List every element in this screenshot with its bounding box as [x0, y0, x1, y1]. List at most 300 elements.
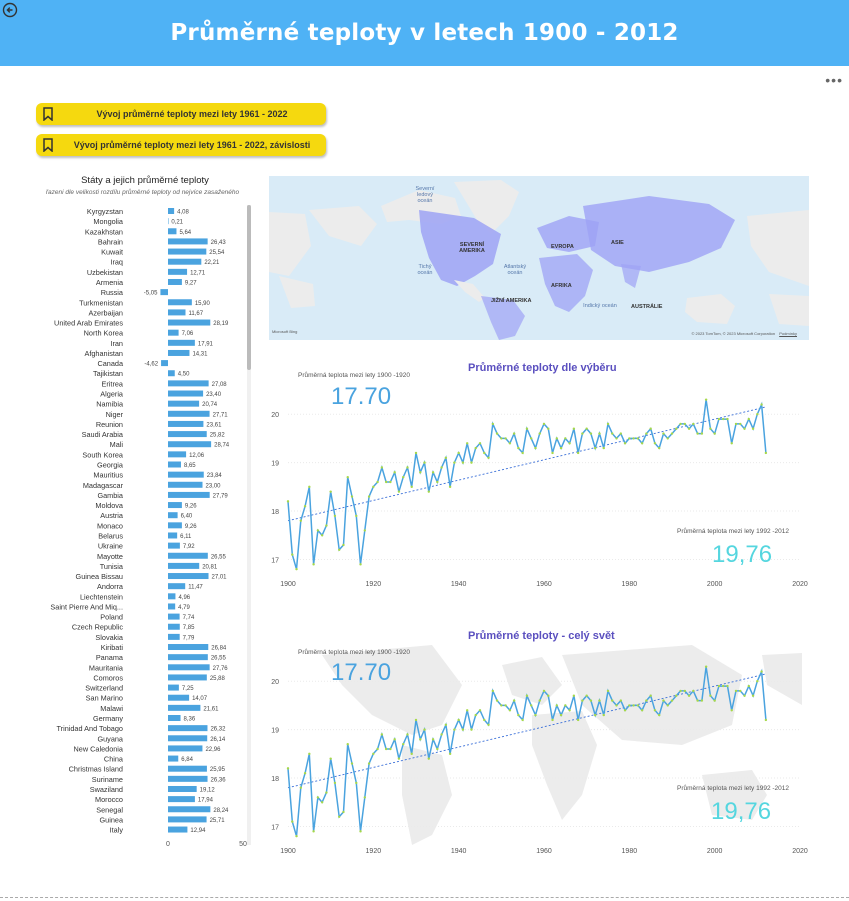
- data-point[interactable]: [667, 437, 669, 439]
- bar[interactable]: [168, 563, 199, 569]
- data-point[interactable]: [287, 767, 289, 769]
- data-point[interactable]: [615, 704, 617, 706]
- bookmark-button-1[interactable]: [36, 103, 326, 125]
- data-point[interactable]: [748, 418, 750, 420]
- bar[interactable]: [168, 644, 208, 650]
- data-point[interactable]: [590, 699, 592, 701]
- data-point[interactable]: [355, 515, 357, 517]
- data-point[interactable]: [393, 738, 395, 740]
- bar[interactable]: [168, 827, 187, 833]
- data-point[interactable]: [509, 709, 511, 711]
- data-point[interactable]: [325, 791, 327, 793]
- bar[interactable]: [160, 289, 168, 295]
- data-point[interactable]: [722, 685, 724, 687]
- bar[interactable]: [168, 543, 180, 549]
- data-point[interactable]: [526, 695, 528, 697]
- data-point[interactable]: [376, 481, 378, 483]
- data-point[interactable]: [675, 428, 677, 430]
- data-point[interactable]: [539, 699, 541, 701]
- bar[interactable]: [168, 370, 175, 376]
- data-point[interactable]: [556, 704, 558, 706]
- data-point[interactable]: [667, 704, 669, 706]
- scrollbar-thumb[interactable]: [247, 205, 251, 370]
- data-point[interactable]: [411, 753, 413, 755]
- data-point[interactable]: [317, 796, 319, 798]
- data-point[interactable]: [342, 811, 344, 813]
- data-point[interactable]: [547, 428, 549, 430]
- data-point[interactable]: [368, 762, 370, 764]
- data-point[interactable]: [585, 428, 587, 430]
- data-point[interactable]: [568, 709, 570, 711]
- data-point[interactable]: [398, 757, 400, 759]
- data-point[interactable]: [359, 563, 361, 565]
- bar[interactable]: [168, 462, 181, 468]
- data-point[interactable]: [487, 724, 489, 726]
- bar[interactable]: [168, 766, 207, 772]
- data-point[interactable]: [641, 442, 643, 444]
- data-point[interactable]: [393, 471, 395, 473]
- data-point[interactable]: [718, 418, 720, 420]
- bar[interactable]: [168, 725, 207, 731]
- data-point[interactable]: [739, 690, 741, 692]
- data-point[interactable]: [530, 437, 532, 439]
- back-arrow-icon[interactable]: [2, 2, 18, 18]
- data-point[interactable]: [662, 432, 664, 434]
- data-point[interactable]: [628, 437, 630, 439]
- data-point[interactable]: [479, 442, 481, 444]
- bar[interactable]: [168, 664, 210, 670]
- data-point[interactable]: [475, 447, 477, 449]
- data-point[interactable]: [428, 490, 430, 492]
- data-point[interactable]: [338, 549, 340, 551]
- data-point[interactable]: [470, 728, 472, 730]
- data-point[interactable]: [705, 398, 707, 400]
- data-point[interactable]: [560, 714, 562, 716]
- bar[interactable]: [168, 320, 210, 326]
- data-point[interactable]: [637, 704, 639, 706]
- bar[interactable]: [168, 259, 201, 265]
- data-point[interactable]: [428, 757, 430, 759]
- bar[interactable]: [168, 238, 208, 244]
- bar[interactable]: [168, 502, 182, 508]
- data-point[interactable]: [696, 432, 698, 434]
- data-point[interactable]: [432, 738, 434, 740]
- data-point[interactable]: [440, 733, 442, 735]
- bar[interactable]: [168, 441, 211, 447]
- data-point[interactable]: [709, 428, 711, 430]
- data-point[interactable]: [713, 699, 715, 701]
- data-point[interactable]: [372, 753, 374, 755]
- bar[interactable]: [168, 512, 178, 518]
- data-point[interactable]: [526, 428, 528, 430]
- data-point[interactable]: [291, 553, 293, 555]
- bar[interactable]: [168, 411, 210, 417]
- data-point[interactable]: [577, 719, 579, 721]
- data-point[interactable]: [568, 442, 570, 444]
- data-point[interactable]: [436, 481, 438, 483]
- bar[interactable]: [168, 695, 189, 701]
- data-point[interactable]: [376, 748, 378, 750]
- bar-category-label: Germany: [92, 714, 123, 723]
- data-point[interactable]: [445, 724, 447, 726]
- bar[interactable]: [161, 360, 168, 366]
- data-point[interactable]: [423, 728, 425, 730]
- data-point[interactable]: [466, 442, 468, 444]
- data-point[interactable]: [684, 423, 686, 425]
- data-point[interactable]: [402, 743, 404, 745]
- bar[interactable]: [168, 309, 186, 315]
- data-point[interactable]: [338, 816, 340, 818]
- data-point[interactable]: [701, 699, 703, 701]
- data-point[interactable]: [466, 709, 468, 711]
- data-point[interactable]: [654, 709, 656, 711]
- bar[interactable]: [168, 431, 207, 437]
- data-point[interactable]: [649, 695, 651, 697]
- data-point[interactable]: [492, 423, 494, 425]
- data-point[interactable]: [611, 432, 613, 434]
- data-point[interactable]: [743, 428, 745, 430]
- data-point[interactable]: [760, 403, 762, 405]
- data-point[interactable]: [722, 418, 724, 420]
- data-point[interactable]: [351, 762, 353, 764]
- data-point[interactable]: [713, 432, 715, 434]
- data-point[interactable]: [312, 830, 314, 832]
- data-point[interactable]: [321, 801, 323, 803]
- bar[interactable]: [168, 208, 174, 214]
- bar[interactable]: [168, 472, 204, 478]
- data-point[interactable]: [752, 428, 754, 430]
- data-point[interactable]: [603, 447, 605, 449]
- data-point[interactable]: [585, 695, 587, 697]
- data-point[interactable]: [594, 447, 596, 449]
- bar[interactable]: [168, 299, 192, 305]
- bar[interactable]: [168, 685, 179, 691]
- bar[interactable]: [168, 350, 189, 356]
- data-point[interactable]: [385, 748, 387, 750]
- data-point[interactable]: [607, 690, 609, 692]
- data-point[interactable]: [308, 753, 310, 755]
- data-point[interactable]: [692, 423, 694, 425]
- data-point[interactable]: [364, 529, 366, 531]
- data-point[interactable]: [423, 461, 425, 463]
- bar[interactable]: [168, 756, 178, 762]
- data-point[interactable]: [551, 452, 553, 454]
- bar[interactable]: [168, 228, 176, 234]
- bar[interactable]: [168, 269, 187, 275]
- data-point[interactable]: [709, 695, 711, 697]
- bar[interactable]: [168, 279, 182, 285]
- data-point[interactable]: [462, 461, 464, 463]
- bar[interactable]: [168, 421, 203, 427]
- data-point[interactable]: [385, 481, 387, 483]
- data-point[interactable]: [688, 428, 690, 430]
- data-point[interactable]: [718, 685, 720, 687]
- data-point[interactable]: [726, 685, 728, 687]
- data-point[interactable]: [564, 704, 566, 706]
- bar[interactable]: [168, 735, 207, 741]
- data-point[interactable]: [457, 452, 459, 454]
- data-point[interactable]: [620, 432, 622, 434]
- bar[interactable]: [168, 583, 185, 589]
- data-point[interactable]: [300, 520, 302, 522]
- data-point[interactable]: [701, 432, 703, 434]
- data-point[interactable]: [521, 719, 523, 721]
- data-point[interactable]: [334, 782, 336, 784]
- map-label-africa: AFRIKA: [551, 283, 572, 289]
- data-point[interactable]: [675, 695, 677, 697]
- data-point[interactable]: [765, 719, 767, 721]
- data-point[interactable]: [641, 709, 643, 711]
- data-point[interactable]: [611, 699, 613, 701]
- data-point[interactable]: [551, 719, 553, 721]
- data-point[interactable]: [453, 461, 455, 463]
- data-point[interactable]: [389, 481, 391, 483]
- data-point[interactable]: [573, 695, 575, 697]
- data-point[interactable]: [684, 690, 686, 692]
- data-point[interactable]: [581, 699, 583, 701]
- data-point[interactable]: [406, 733, 408, 735]
- data-point[interactable]: [449, 753, 451, 755]
- data-point[interactable]: [415, 719, 417, 721]
- data-point[interactable]: [389, 748, 391, 750]
- data-point[interactable]: [679, 690, 681, 692]
- data-point[interactable]: [696, 699, 698, 701]
- data-point[interactable]: [312, 563, 314, 565]
- data-point[interactable]: [624, 709, 626, 711]
- data-point[interactable]: [590, 432, 592, 434]
- data-point[interactable]: [291, 820, 293, 822]
- data-point[interactable]: [517, 447, 519, 449]
- data-point[interactable]: [645, 699, 647, 701]
- bar[interactable]: [168, 674, 207, 680]
- data-point[interactable]: [487, 457, 489, 459]
- data-point[interactable]: [671, 699, 673, 701]
- data-point[interactable]: [573, 428, 575, 430]
- data-point[interactable]: [436, 748, 438, 750]
- data-point[interactable]: [342, 544, 344, 546]
- bar[interactable]: [168, 634, 180, 640]
- bar[interactable]: [168, 745, 202, 751]
- data-point[interactable]: [304, 505, 306, 507]
- data-point[interactable]: [479, 709, 481, 711]
- data-point[interactable]: [615, 437, 617, 439]
- data-point[interactable]: [449, 486, 451, 488]
- data-point[interactable]: [509, 442, 511, 444]
- data-point[interactable]: [765, 452, 767, 454]
- bar[interactable]: [168, 715, 181, 721]
- data-point[interactable]: [483, 452, 485, 454]
- data-point[interactable]: [419, 738, 421, 740]
- data-point[interactable]: [475, 714, 477, 716]
- bar[interactable]: [168, 806, 210, 812]
- bar[interactable]: [168, 776, 208, 782]
- bar[interactable]: [168, 796, 195, 802]
- data-point[interactable]: [543, 423, 545, 425]
- data-point[interactable]: [411, 486, 413, 488]
- data-point[interactable]: [577, 452, 579, 454]
- data-point[interactable]: [364, 796, 366, 798]
- data-point[interactable]: [398, 490, 400, 492]
- data-point[interactable]: [632, 437, 634, 439]
- bar[interactable]: [168, 380, 209, 386]
- data-point[interactable]: [560, 447, 562, 449]
- bar[interactable]: [168, 522, 182, 528]
- data-point[interactable]: [735, 690, 737, 692]
- map-copyright-text: © 2023 TomTom, © 2023 Microsoft Corporation: [691, 331, 776, 336]
- data-point[interactable]: [564, 437, 566, 439]
- bar[interactable]: [168, 340, 195, 346]
- bar[interactable]: [168, 218, 169, 224]
- data-point[interactable]: [295, 568, 297, 570]
- data-point[interactable]: [594, 714, 596, 716]
- bar[interactable]: [168, 451, 186, 457]
- bar[interactable]: [168, 705, 200, 711]
- data-point[interactable]: [504, 704, 506, 706]
- data-point[interactable]: [513, 699, 515, 701]
- data-point[interactable]: [603, 714, 605, 716]
- data-point[interactable]: [556, 437, 558, 439]
- bar[interactable]: [168, 593, 175, 599]
- data-point[interactable]: [598, 699, 600, 701]
- data-point[interactable]: [521, 452, 523, 454]
- world-map[interactable]: [269, 176, 809, 340]
- data-point[interactable]: [347, 743, 349, 745]
- data-point[interactable]: [368, 495, 370, 497]
- data-point[interactable]: [351, 495, 353, 497]
- data-point[interactable]: [752, 695, 754, 697]
- data-point[interactable]: [654, 442, 656, 444]
- data-point[interactable]: [534, 714, 536, 716]
- data-point[interactable]: [334, 515, 336, 517]
- data-point[interactable]: [726, 418, 728, 420]
- data-point[interactable]: [359, 830, 361, 832]
- data-point[interactable]: [440, 466, 442, 468]
- data-point[interactable]: [628, 704, 630, 706]
- data-point[interactable]: [731, 709, 733, 711]
- bar[interactable]: [168, 786, 197, 792]
- bar[interactable]: [168, 624, 180, 630]
- data-point[interactable]: [500, 437, 502, 439]
- data-point[interactable]: [492, 690, 494, 692]
- data-point[interactable]: [679, 423, 681, 425]
- data-point[interactable]: [419, 471, 421, 473]
- data-point[interactable]: [462, 728, 464, 730]
- data-point[interactable]: [317, 529, 319, 531]
- data-point[interactable]: [496, 432, 498, 434]
- data-point[interactable]: [743, 695, 745, 697]
- data-point[interactable]: [402, 476, 404, 478]
- data-point[interactable]: [756, 413, 758, 415]
- data-point[interactable]: [445, 457, 447, 459]
- data-point[interactable]: [705, 665, 707, 667]
- data-point[interactable]: [645, 432, 647, 434]
- data-point[interactable]: [295, 835, 297, 837]
- bar[interactable]: [168, 573, 209, 579]
- bar[interactable]: [168, 553, 208, 559]
- data-point[interactable]: [581, 432, 583, 434]
- data-point[interactable]: [300, 787, 302, 789]
- data-point[interactable]: [649, 428, 651, 430]
- data-point[interactable]: [620, 699, 622, 701]
- data-point[interactable]: [453, 728, 455, 730]
- data-point[interactable]: [470, 461, 472, 463]
- data-point[interactable]: [483, 719, 485, 721]
- data-point[interactable]: [671, 432, 673, 434]
- data-point[interactable]: [321, 534, 323, 536]
- data-point[interactable]: [496, 699, 498, 701]
- bookmark-button-2[interactable]: [36, 134, 326, 156]
- more-options-icon[interactable]: •••: [825, 72, 843, 88]
- data-point[interactable]: [692, 690, 694, 692]
- bar[interactable]: [168, 492, 210, 498]
- data-point[interactable]: [598, 432, 600, 434]
- data-point[interactable]: [739, 423, 741, 425]
- data-point[interactable]: [632, 704, 634, 706]
- data-point[interactable]: [500, 704, 502, 706]
- data-point[interactable]: [748, 685, 750, 687]
- data-point[interactable]: [304, 772, 306, 774]
- data-point[interactable]: [381, 733, 383, 735]
- bar[interactable]: [168, 532, 177, 538]
- data-point[interactable]: [760, 670, 762, 672]
- data-point[interactable]: [543, 690, 545, 692]
- data-point[interactable]: [731, 442, 733, 444]
- bar[interactable]: [168, 391, 203, 397]
- bar[interactable]: [168, 654, 208, 660]
- data-point[interactable]: [662, 699, 664, 701]
- data-point[interactable]: [287, 500, 289, 502]
- bar-category-label: Morocco: [95, 795, 123, 805]
- bar[interactable]: [168, 249, 206, 255]
- data-point[interactable]: [624, 442, 626, 444]
- data-point[interactable]: [756, 680, 758, 682]
- data-point[interactable]: [547, 695, 549, 697]
- data-point[interactable]: [607, 423, 609, 425]
- series-line[interactable]: [288, 400, 766, 570]
- data-point[interactable]: [355, 782, 357, 784]
- data-point[interactable]: [513, 432, 515, 434]
- data-point[interactable]: [735, 423, 737, 425]
- bar[interactable]: [168, 614, 180, 620]
- data-point[interactable]: [325, 524, 327, 526]
- bar[interactable]: [168, 330, 179, 336]
- data-point[interactable]: [530, 704, 532, 706]
- data-point[interactable]: [329, 757, 331, 759]
- bar[interactable]: [168, 816, 207, 822]
- map-terms-link[interactable]: Podmínky: [779, 331, 797, 336]
- data-point[interactable]: [539, 432, 541, 434]
- data-point[interactable]: [504, 437, 506, 439]
- data-point[interactable]: [517, 714, 519, 716]
- data-point[interactable]: [372, 486, 374, 488]
- data-point[interactable]: [347, 476, 349, 478]
- data-point[interactable]: [308, 486, 310, 488]
- data-point[interactable]: [658, 447, 660, 449]
- data-point[interactable]: [688, 695, 690, 697]
- bar[interactable]: [168, 603, 175, 609]
- bar[interactable]: [168, 482, 203, 488]
- bar[interactable]: [168, 401, 199, 407]
- data-point[interactable]: [415, 452, 417, 454]
- data-point[interactable]: [534, 447, 536, 449]
- data-point[interactable]: [432, 471, 434, 473]
- data-point[interactable]: [637, 437, 639, 439]
- data-point[interactable]: [658, 714, 660, 716]
- data-point[interactable]: [457, 719, 459, 721]
- data-point[interactable]: [329, 490, 331, 492]
- data-point[interactable]: [406, 466, 408, 468]
- data-point[interactable]: [381, 466, 383, 468]
